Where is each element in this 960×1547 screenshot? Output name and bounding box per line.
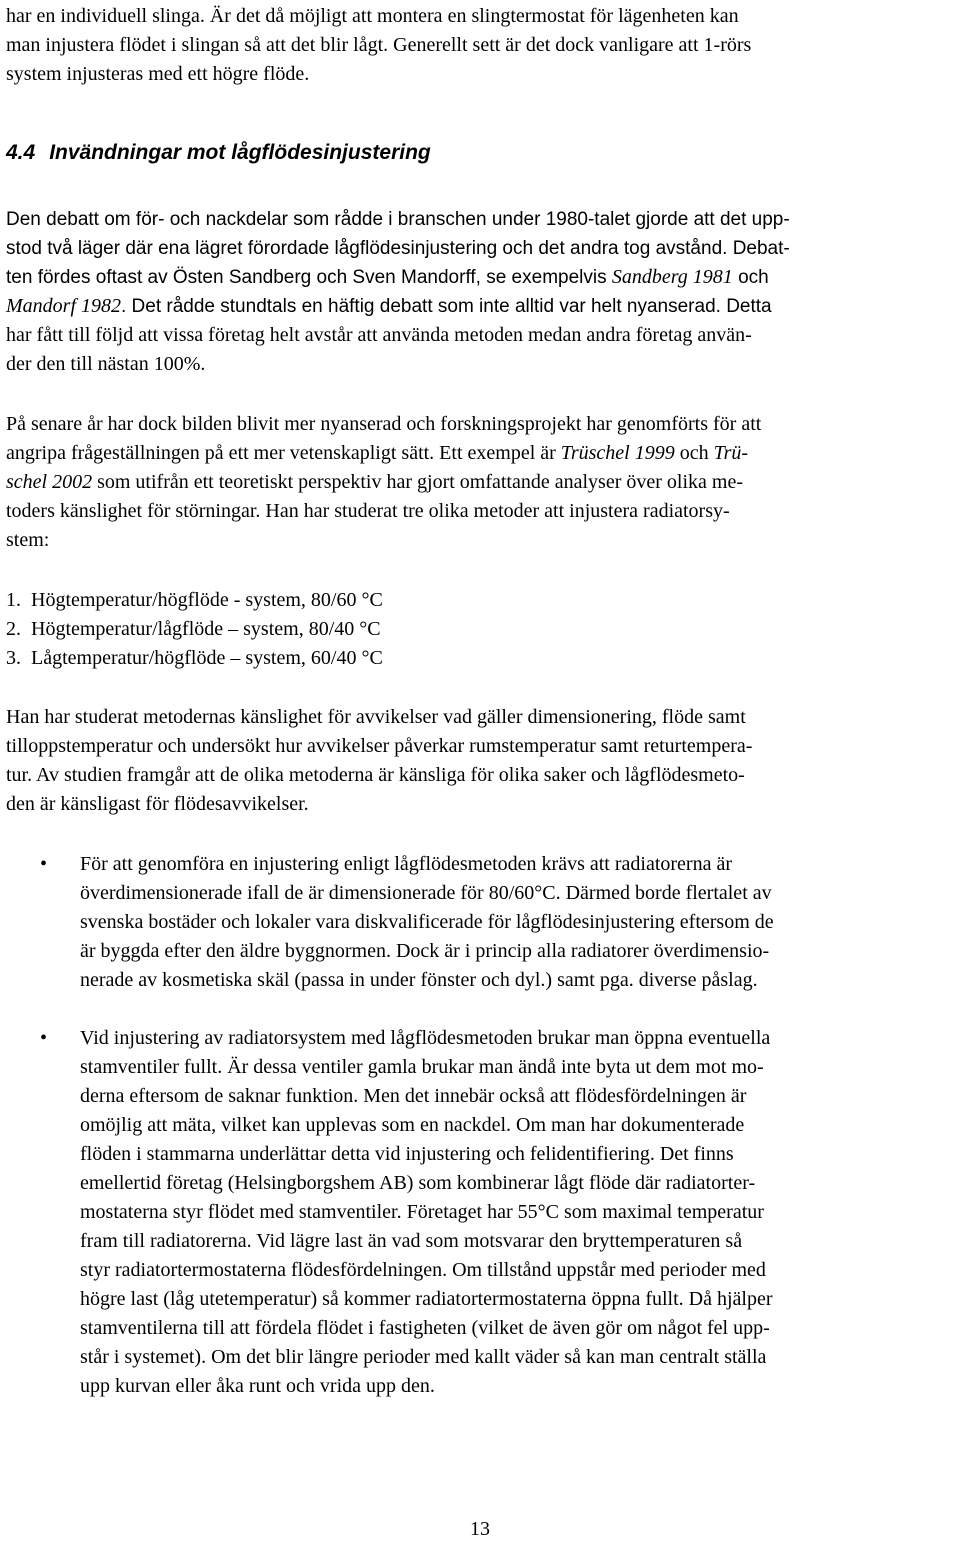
text-line: Han har studerat metodernas känslighet för avvikelser vad gäller dimensionering, flöde samt [6,706,746,728]
citation: Trü- [713,442,749,464]
text-line: derna eftersom de saknar funktion. Men det innebär också att flödesfördelningen är [80,1085,747,1107]
text-line: har fått till följd att vissa företag helt avstår att använda metoden medan andra företag använ- [6,324,752,346]
text-line: man injustera flödet i slingan så att det blir lågt. Generellt sett är det dock vanligare att 1-rörs [6,34,752,56]
citation: Sandberg 1981 [611,266,733,288]
text-line: omöjlig att mäta, vilket kan upplevas som en nackdel. Om man har dokumenterade [80,1114,745,1136]
text-span: ten fördes oftast av Östen Sandberg och Sven Mandorff, se exempelvis [6,267,607,288]
method-item: 2. Högtemperatur/lågflöde – system, 80/40 °C [6,618,381,640]
page-number: 13 [470,1518,490,1540]
text-line: har en individuell slinga. Är det då möjligt att montera en slingtermostat för lägenheten kan [6,5,739,27]
citation: schel 2002 [6,471,93,493]
text-line: är byggda efter den äldre byggnormen. Dock är i princip alla radiatorer överdimensio- [80,940,770,962]
text-line: mostaterna styr flödet med stamventiler. Företaget har 55°C som maximal temperatur [80,1201,764,1223]
text-line: fram till radiatorerna. Vid lägre last än vad som motsvarar den bryttemperaturen så [80,1230,743,1252]
text-line [6,263,769,292]
section-title: Invändningar mot lågflödesinjustering [49,141,431,164]
text-line: system injusteras med ett högre flöde. [6,63,310,85]
text-line: Den debatt om för- och nackdelar som rådde i branschen under 1980-talet gjorde att det upp- [6,209,790,230]
text-line: emellertid företag (Helsingborgshem AB) som kombinerar lågt flöde där radiatorter- [80,1172,756,1194]
text-span: angripa frågeställningen på ett mer vetenskapligt sätt. Ett exempel är [6,442,556,464]
text-line [6,234,790,263]
text-line: tilloppstemperatur och undersökt hur avvikelser påverkar rumstemperatur samt returtempera- [6,735,753,757]
text-line: svenska bostäder och lokaler vara diskvalificerade för lågflödesinjustering eftersom de [80,911,774,933]
text-span: . Det rådde stundtals en häftig debatt som inte alltid var helt nyanserad. Detta [121,296,772,317]
text-line: står i systemet). Om det blir längre perioder med kallt väder så kan man centralt ställa [80,1346,767,1368]
text-line [6,292,772,321]
text-span: som utifrån ett teoretiskt perspektiv har gjort omfattande analyser över olika me- [97,471,743,493]
text-line: stamventilerna till att fördela flödet i fastigheten (vilket de även gör om något fel upp- [80,1317,770,1339]
text-span: stod två läger där ena lägret förordade lågflödesinjustering och det andra tog avstånd. [6,238,728,259]
bullet-icon: • [40,1027,48,1049]
text-line: På senare år har dock bilden blivit mer nyanserad och forskningsprojekt har genomförts för att [6,413,762,435]
section-heading [6,141,431,165]
text-line: der den till nästan 100%. [6,353,206,375]
text-line: tur. Av studien framgår att de olika metoderna är känsliga för olika saker och lågflödesmeto- [6,764,745,786]
text-line: toders känslighet för störningar. Han har studerat tre olika metoder att injustera radiatorsy- [6,500,730,522]
text-line [6,439,748,468]
text-span: och [679,442,709,464]
text-line: stamventiler fullt. Är dessa ventiler gamla brukar man ändå inte byta ut dem mot mo- [80,1056,764,1078]
text-span: och [738,267,769,288]
text-line: Vid injustering av radiatorsystem med lågflödesmetoden brukar man öppna eventuella [80,1027,771,1049]
citation: Trüschel 1999 [560,442,675,464]
citation: Mandorf 1982 [6,295,121,317]
text-line: upp kurvan eller åka runt och vrida upp den. [80,1375,435,1397]
text-line: stem: [6,529,50,551]
method-item: 1. Högtemperatur/högflöde - system, 80/60 °C [6,589,383,611]
text-line: flöden i stammarna underlättar detta vid injustering och felidentifiering. Det finns [80,1143,734,1165]
bullet-icon: • [40,853,48,875]
text-line: överdimensionerade ifall de är dimensionerade för 80/60°C. Därmed borde flertalet av [80,882,772,904]
text-line: För att genomföra en injustering enligt lågflödesmetoden krävs att radiatorerna är [80,853,733,875]
section-number: 4.4 [6,141,36,164]
text-line: den är känsligast för flödesavvikelser. [6,793,309,815]
text-span: Debat- [732,238,790,259]
method-item: 3. Lågtemperatur/högflöde – system, 60/40 °C [6,647,383,669]
text-line: nerade av kosmetiska skäl (passa in under fönster och dyl.) samt pga. diverse påslag. [80,969,758,991]
text-line: styr radiatortermostaterna flödesfördelningen. Om tillstånd uppstår med perioder med [80,1259,766,1281]
text-line [6,468,743,497]
text-line: högre last (låg utetemperatur) så kommer radiatortermostaterna öppna fullt. Då hjälper [80,1288,773,1310]
